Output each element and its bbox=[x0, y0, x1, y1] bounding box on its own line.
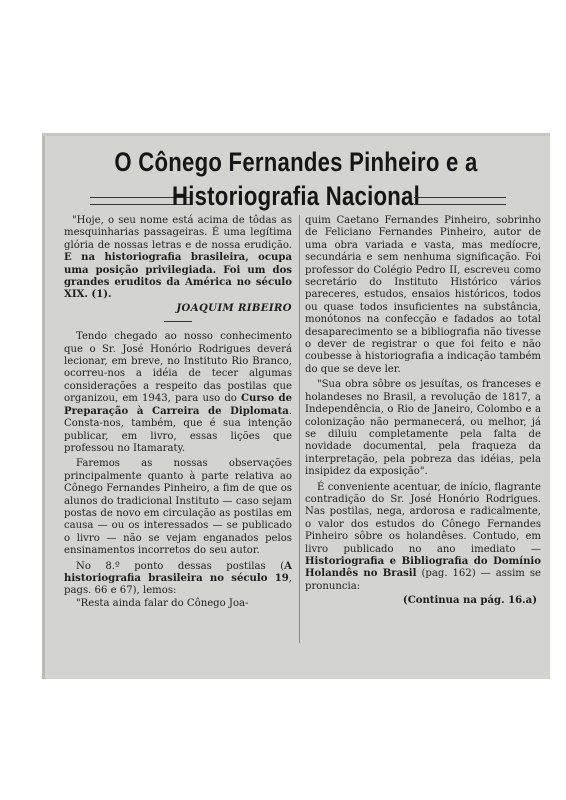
clipping-edge-top bbox=[42, 133, 550, 136]
section-separator bbox=[64, 319, 292, 325]
left-column bbox=[64, 215, 292, 610]
course-title: Curso de Preparação à Carreira de Diplomata bbox=[64, 393, 292, 417]
book-title: Historiografia e Bibliografia do Domínio Holandês no Brasil bbox=[305, 555, 541, 580]
paragraph-text: Tendo chegado ao nosso conhecimento que o Sr. José Honório Rodrigues deverá lecionar, em breve, no Instituto Rio Branco, ocorreu-nos a idéia de tecer algumas considerações a respeito das postilas que organizou, em 1943, para uso do bbox=[64, 331, 292, 405]
paragraph: "Resta ainda falar do Cônego Joa- bbox=[76, 597, 249, 609]
paragraph-text: (pag. 162) — assim se pronuncia: bbox=[305, 568, 541, 592]
headline-rule-right bbox=[414, 197, 506, 205]
newspaper-clipping bbox=[42, 133, 550, 679]
right-column bbox=[305, 215, 541, 608]
paragraph bbox=[64, 561, 292, 598]
paragraph bbox=[305, 482, 541, 594]
continued-note: (Continua na pág. 16.a) bbox=[402, 595, 537, 607]
column-divider bbox=[299, 215, 300, 643]
paragraph: "Sua obra sôbre os jesuítas, os franceses e holandeses no Brasil, a revolução de 1817, a Independência, o Rio de Janeiro, Colombo e a colonização não permanecerá, ou melhor, já se diluiu completamente pela falta de novidade documental, pela fraqueza da interpretação, pela pobreza das idéias, pela insipidez da exposição". bbox=[305, 379, 541, 478]
lecture-title: A historiografia brasileira no século 19 bbox=[64, 560, 292, 584]
clipping-edge-left bbox=[42, 133, 45, 679]
paragraph-text: É conveniente acentuar, de início, flagrante contradição do Sr. José Honório Rodrigues. Nas postilas, nega, ardorosa e radicalmente, o valor dos estudos do Cônego Fernandes Pinheiro sôbre os holandêses. Contudo, em livro publicado no ano imediato — bbox=[305, 481, 541, 555]
epigraph bbox=[64, 215, 292, 302]
headline-line-2: Historiografia Nacional bbox=[171, 181, 421, 211]
paragraph-text: , pags. 66 e 67), lemos: bbox=[64, 572, 292, 597]
paragraph bbox=[64, 331, 292, 455]
paragraph-text: . Consta-nos, também, que é sua intenção publicar, em livro, essas lições que professou no Itamaraty. bbox=[64, 405, 292, 454]
headline-line-1: O Cônego Fernandes Pinheiro e a bbox=[114, 147, 478, 177]
epigraph-text: "Hoje, o seu nome está acima de tôdas as mesquinharias passageiras. É uma legítima glória de nossas letras e de nossa erudição. bbox=[64, 215, 292, 251]
paragraph: quim Caetano Fernandes Pinheiro, sobrinho de Feliciano Fernandes Pinheiro, autor de uma obra variada e vasta, mas medíocre, secundária e sem nenhuma significação. Foi professor do Colégio Pedro II, escreveu como secretário do Instituto Histórico vários pareceres, estudos, ensaios históricos, todos ou quase todos insuficientes na substância, monótonos na confecção e fadados ao total desaparecimento se a bibliografia não tivesse o dever de registrar o que foi feito e não coubesse à historiografia a indicação também do que se deve ler. bbox=[305, 215, 541, 375]
epigraph-author: JOAQUIM RIBEIRO bbox=[176, 302, 292, 314]
paragraph-text: No 8.º ponto dessas postilas ( bbox=[76, 560, 285, 572]
epigraph-bold-text: E na historiografia brasileira, ocupa uma posição privilegiada. Foi um dos grandes eruditos da América no século XIX. (1). bbox=[64, 252, 292, 301]
paragraph: Faremos as nossas observações principalmente quanto à parte relativa ao Cônego Fernandes Pinheiro, a fim de que os alunos do tradicional Instituto — caso sejam postas de novo em circulação as postilas em causa — ou os interessados — se publicado o livro — não se vejam enganados pelos ensinamentos incorretos do seu autor. bbox=[64, 458, 292, 557]
